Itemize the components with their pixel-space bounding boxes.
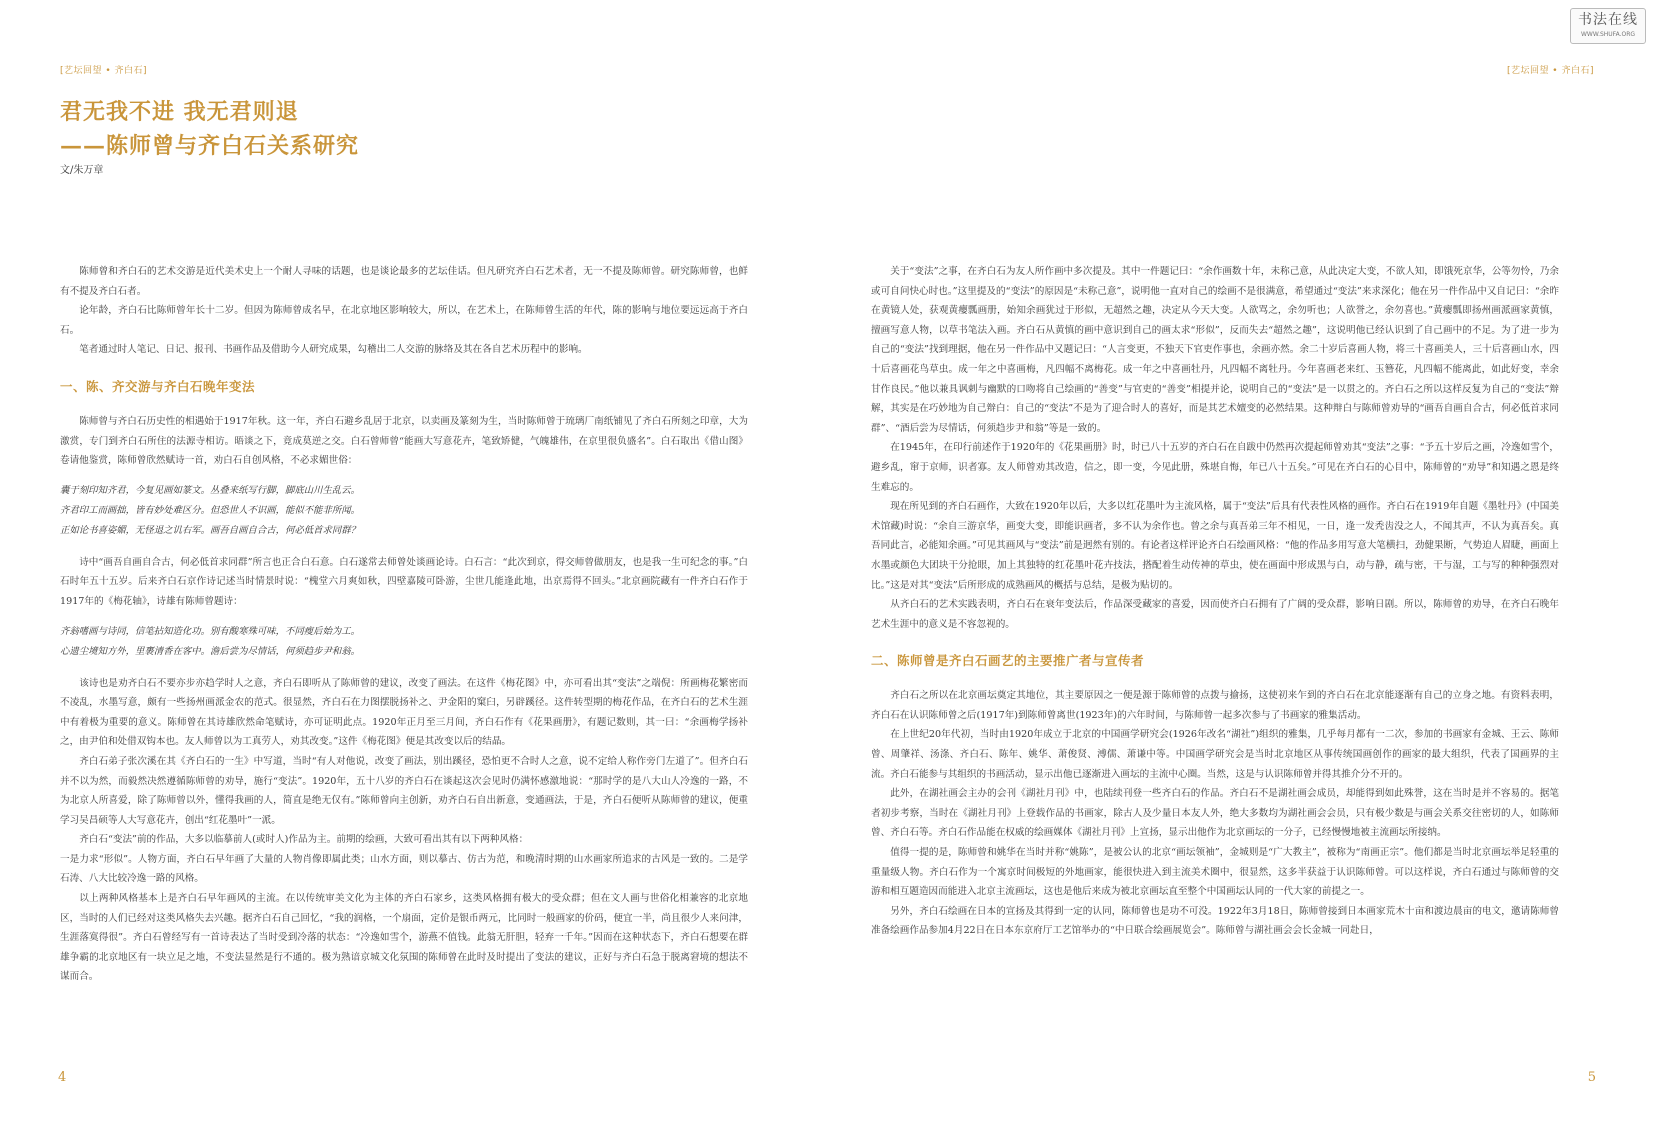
author-byline: 文/朱万章 [60,165,104,176]
paragraph: 该诗也是劝齐白石不要亦步亦趋学时人之意，齐白石即听从了陈师曾的建议，改变了画法。在这件《梅花图》中，亦可看出其“变法”之端倪：所画梅花繁密而不凌乱，水墨写意，颇有一些扬州画派金农的范式。很显然，齐白石在力图摆脱扬补之、尹金阳的窠臼，另辟蹊径。这件转型期的梅花作品，在齐白石的艺术生涯中有着极为重要的意义。陈师曾在其诗雄欣然命笔赋诗，亦可证明此点。1920年正月至三月间，齐白石作有《花果画册》，有题记数则，其一曰：“余画梅学扬补之，由尹伯和处借双钩本也。友人师曾以为工真劳人，劝其改变。”这件《梅花图》便是其改变以后的结晶。 [60,677,748,748]
paragraph: 关于“变法”之事，在齐白石为友人所作画中多次提及。其中一件题记曰：“余作画数十年，未称己意，从此决定大变，不欲人知，即饿死京华，公等勿怜，乃余或可自问快心时也。”这里提及的“变法”的原因是“未称己意”，说明他一直对自己的绘画不是很满意，希望通过“变法”来求深化；他在另一件作品中又自记曰：“余昨在黄镜人处，获观黄瘿瓢画册，始知余画犹过于形似，无超然之趣，决定从今天大变。人欲骂之，余勿听也；人欲誉之，余勿喜也。”黄瘿瓢即扬州画派画家黄慎，擅画写意人物，以草书笔法入画。齐白石从黄慎的画中意识到自己的画太求“形似”，反而失去“超然之趣”，这说明他已经认识到了自己画中的不足。为了进一步为自己的“变法”找到理据，他在另一件作品中又题记曰：“人言变更，不独天下官吏作事也，余画亦然。余二十岁后喜画人物，将三十喜画美人，三十后喜画山水，四十后喜画花鸟草虫。成一年之中喜画梅，凡四幅不离梅花。成一年之中喜画牡丹，凡四幅不离牡丹。今年喜画老来红、玉簪花，凡四幅不能离此，如此好变，幸余甘作良民。”他以兼具讽刺与幽默的口吻将自己绘画的“善变”与官吏的“善变”相提并论，说明自己的“变法”是一以贯之的。齐白石之所以这样反复为自己的“变法”辩解，其实是在巧妙地为自己辩白：自己的“变法”不是为了迎合时人的喜好，而是其艺术嬗变的必然结果。这种辩白与陈师曾劝导的“画吾自画自合古，何必低首求同群”、“酒后尝为尽情话，何须趋步尹和翁”等是一致的。 [871,266,1559,434]
paragraph: 现在所见到的齐白石画作，大致在1920年以后，大多以红花墨叶为主流风格，属于“变法”后具有代表性风格的画作。齐白石在1919年自题《墨牡丹》(中国美术馆藏)时说：“余自三游京华，画变大变，即能识画者，多不认为余作也。曾之余与真吾弟三年不相见，一日，逢一发秃齿没之人，不闻其声，不认为真吾矣。真吾同此言，必能知余画。”可见其画风与“变法”前是迥然有别的。有论者这样评论齐白石绘画风格：“他的作品多用写意大笔横扫，劲健果断，气势迫人眉睫，画面上水墨或颜色大团块干分抢眼，加上其独特的红花墨叶花卉技法，搭配着生动传神的草虫，使在画面中形成黑与白，动与静，疏与密，干与湿，工与写的种种强烈对比。”这是对其“变法”后所形成的成熟画风的概括与总结，是极为贴切的。 [871,501,1559,591]
paragraph: 此外，在湖社画会主办的会刊《湖社月刊》中，也陆续刊登一些齐白石的作品。齐白石不是湖社画会成员，却能得到如此殊誉，这在当时是并不容易的。据笔者初步考察，当时在《湖社月刊》上登载作品的书画家，除古人及少量日本友人外，绝大多数均为湖社画会会员，只有极少数是与画会关系交往密切的人，如陈师曾、齐白石等。齐白石作品能在权威的绘画媒体《湖社月刊》上宣扬，显示出他作为北京画坛的一分子，已经慢慢地被主流画坛所接纳。 [871,788,1559,839]
paragraph: 诗中“画吾自画自合古，何必低首求同群”所言也正合白石意。白石遂常去师曾处谈画论诗。白石言：“此次到京，得交师曾做朋友，也是我一生可纪念的事。”白石时年五十五岁。后来齐白石京作诗记述当时情景时说：“槐堂六月爽如秋，四壁嘉陵可卧游，尘世几能逢此地，出京焉得不回头。”北京画院藏有一件齐白石作于1917年的《梅花轴》，诗雄有陈师曾题诗： [60,556,748,607]
paragraph: 在1945年，在印行前述作于1920年的《花果画册》时，时已八十五岁的齐白石在自跋中仍然再次提起师曾劝其“变法”之事：“予五十岁后之画，冷逸如雪个，避乡乱，窜于京师，识者寡。友人师曾劝其改造，信之，即一变，今见此册，殊堪自悔，年已八十五矣。”可见在齐白石的心目中，陈师曾的“劝导”和知遇之恩是终生难忘的。 [871,442,1559,493]
paragraph: 齐白石之所以在北京画坛奠定其地位，其主要原因之一便是源于陈师曾的点拨与揄扬，这使初来乍到的齐白石在北京能逐渐有自己的立身之地。有资料表明，齐白石在认识陈师曾之后(1917年)到陈师曾离世(1923年)的六年时间，与陈师曾一起多次参与了书画家的雅集活动。 [871,690,1559,721]
poem-block [60,622,748,662]
poem-line: 心遗尘境知方外，里裹清香在客中。澹后尝为尽情话，何须趋步尹和翁。 [60,645,361,657]
poem-block [60,481,748,541]
left-body [60,262,748,987]
watermark-logo-text: 书法在线 [1578,12,1638,28]
paragraph: 值得一提的是，陈师曾和姚华在当时并称“姚陈”，是被公认的北京“画坛领袖”，金城则是“广大教主”，被称为“南画正宗”。他们都是当时北京画坛举足轻重的重量级人物。齐白石作为一个寓京时间极短的外地画家，能很快进入到主流美术圈中，很显然，这多半获益于认识陈师曾。可以这样说，齐白石通过与陈师曾的交游和相互题造因而能进入北京主流画坛，这也是他后来成为被北京画坛直至整个中国画坛认同的一代大家的前提之一。 [871,847,1559,898]
paragraph: 笔者通过时人笔记、日记、报刊、书画作品及借助今人研究成果，勾稽出二人交游的脉络及其在各自艺术历程中的影响。 [79,344,588,356]
poem-line: 齐翁嗜画与诗同，信笔拈知造化功。别有酸寒殊可味，不同瘦后始为工。 [60,625,361,637]
article-title [60,95,359,163]
column-tag: [艺坛回望 • 齐白石] [60,66,148,76]
section-heading-2: 二、陈师曾是齐白石画艺的主要推广者与宣传者 [871,653,1145,669]
page-number: 4 [58,1070,67,1085]
paragraph: 陈师曾和齐白石的艺术交游是近代美术史上一个耐人寻味的话题，也是谈论最多的艺坛佳话。但凡研究齐白石艺术者，无一不提及陈师曾。研究陈师曾，也鲜有不提及齐白石者。 [60,266,748,297]
poem-line: 正如论书喜姿媚，无怪退之讥右军。画吾自画自合古，何必低首求同群？ [60,524,361,536]
paragraph: 齐白石“变法”前的作品，大多以临摹前人(或时人)作品为主。前期的绘画，大致可看出其有以下两种风格： [79,834,529,846]
paragraph: 在上世纪20年代初，当时由1920年成立于北京的中国画学研究会(1926年改名“湖社”)组织的雅集，几乎每月都有一二次，参加的书画家有金城、王云、陈师曾、周肇祥、汤涤、齐白石、陈年、姚华、萧俊贤、溥儒、萧谦中等。中国画学研究会是当时北京地区从事传统国画创作的画家的最大组织，代表了国画界的主流。齐白石能参与其组织的书画活动，显示出他已逐渐进入画坛的主流中心圈。当然，这是与认识陈师曾并得其推介分不开的。 [871,729,1559,780]
poem-line: 齐君印工而画拙，皆有妙处难区分。但恐世人不识画，能似不能非所闻。 [60,504,361,516]
paragraph: 论年龄，齐白石比陈师曾年长十二岁。但因为陈师曾成名早，在北京地区影响较大，所以，在艺术上，在陈师曾生活的年代，陈的影响与地位要远远高于齐白石。 [60,305,748,336]
right-body [871,262,1559,941]
paragraph: 一是力求“形似”。人物方面，齐白石早年画了大量的人物肖像即属此类；山水方面，则以摹古、仿古为范，和晚清时期的山水画家所追求的古风是一致的。二是学石涛、八大比较冷逸一路的风格。 [60,853,748,885]
paragraph: 以上两种风格基本上是齐白石早年画风的主流。在以传统审美文化为主体的齐白石家乡，这类风格拥有极大的受众群；但在文人画与世俗化相兼容的北京地区，当时的人们已经对这类风格失去兴趣。据齐白石自己回忆，“我的润格，一个扇面，定价是银币两元，比同时一般画家的价码，便宜一半，尚且很少人来问津，生涯落寞得很”。齐白石曾经写有一首诗表达了当时受到冷落的状态：“冷逸如雪个，游燕不值钱。此翁无肝胆，轻弃一千年。”因而在这种状态下，齐白石想要在群雄争霸的北京地区有一块立足之地，不变法显然是行不通的。极为熟谙京城文化氛围的陈师曾在此时及时提出了变法的建议，正好与齐白石急于脱离窘境的想法不谋而合。 [60,893,748,983]
site-watermark [1570,8,1646,44]
paragraph: 齐白石弟子张次溪在其《齐白石的一生》中写道，当时“有人对他说，改变了画法，别出蹊径，恐怕更不合时人之意，说不定给人称作旁门左道了”。但齐白石并不以为然，而毅然决然遵循陈师曾的劝导，施行“变法”。1920年，五十八岁的齐白石在谈起这次会见时仍满怀感激地说：“那时学的是八大山人冷逸的一路，不为北京人所喜爱，除了陈师曾以外，懂得我画的人，简直是绝无仅有。”陈师曾向主创新，劝齐白石自出新意，变通画法，于是，齐白石便听从陈师曾的建议，便重学习吴昌硕等人大写意花卉，创出“红花墨叶”一派。 [60,755,748,826]
right-page [827,0,1654,1122]
paragraph: 另外，齐白石绘画在日本的宣扬及其得到一定的认同，陈师曾也是功不可没。1922年3月18日，陈师曾接到日本画家荒木十亩和渡边晨亩的电文，邀请陈师曾准备绘画作品参加4月22日在日本东京府厅工艺馆举办的“中日联合绘画展览会”。陈师曾与湖社画会会长金城一同赴日， [871,905,1559,937]
page-number: 5 [1587,1070,1596,1085]
title-line-2: ——陈师曾与齐白石关系研究 [60,133,360,159]
paragraph: 从齐白石的艺术实践表明，齐白石在衰年变法后，作品深受藏家的喜爱，因而使齐白石拥有了广阔的受众群，影响日剧。所以，陈师曾的劝导，在齐白石晚年艺术生涯中的意义是不容忽视的。 [871,599,1559,630]
paragraph: 陈师曾与齐白石历史性的相遇始于1917年秋。这一年，齐白石避乡乱居于北京，以卖画及篆刻为生，当时陈师曾于琉璃厂南纸铺见了齐白石所刻之印章，大为激赏，专门到齐白石所住的法源寺相访。晤谈之下，竟成莫逆之交。白石曾师曾“能画大写意花卉，笔致矫健，气魄雄伟，在京里很负盛名”。白石取出《借山图》卷请他鉴赏，陈师曾欣然赋诗一首，劝白石自创风格，不必求媚世俗： [60,415,748,467]
title-line-1: 君无我不进 我无君则退 [60,99,299,125]
section-heading-1: 一、陈、齐交游与齐白石晚年变法 [60,378,256,394]
column-tag: [艺坛回望 • 齐白石] [1506,66,1594,76]
watermark-url: WWW.SHUFA.ORG [1580,31,1636,38]
poem-line: 囊于刻印知齐君，今复见画如篆文。丛叠来纸写行脚，脚底山川生乱云。 [60,484,361,496]
